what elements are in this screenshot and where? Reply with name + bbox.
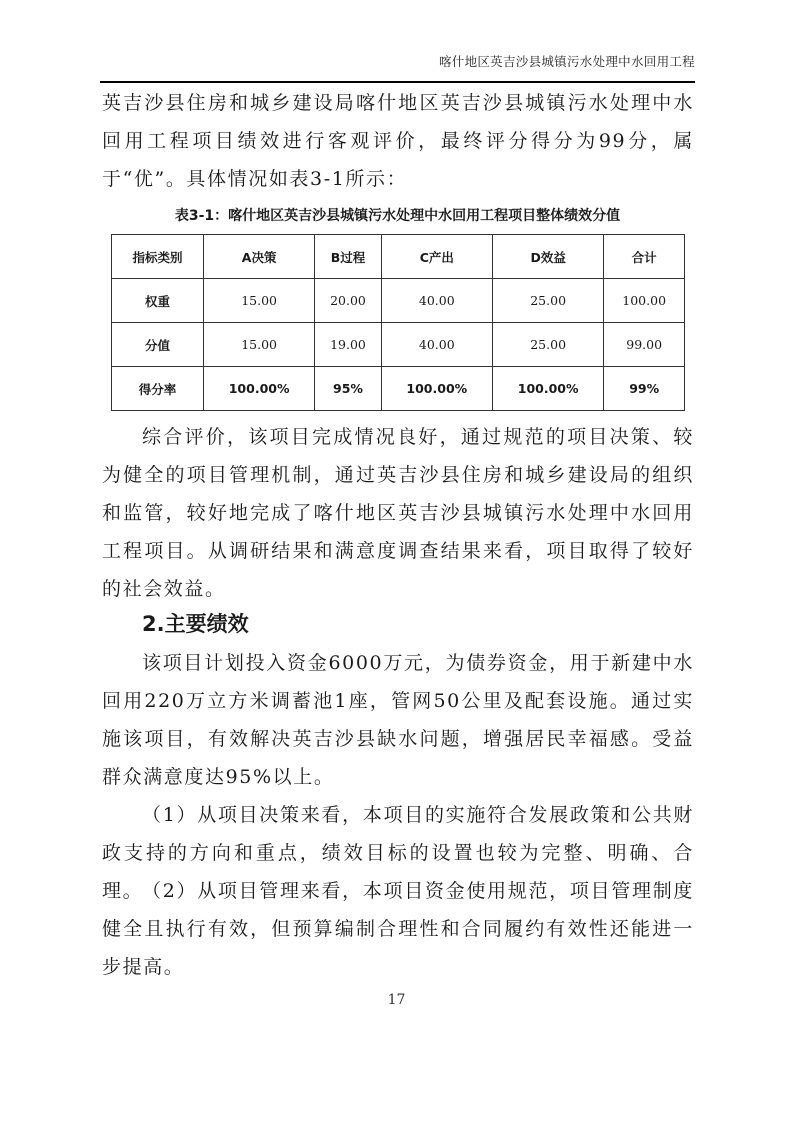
running-header: 喀什地区英吉沙县城镇污水处理中水回用工程 <box>438 54 695 69</box>
page-number: 17 <box>387 992 406 1008</box>
table-cell: 99% <box>604 367 685 411</box>
table-row <box>112 367 685 411</box>
table-cell: 40.00 <box>381 323 492 367</box>
table-cell: 20.00 <box>315 279 381 323</box>
table-cell: 100.00 <box>604 279 685 323</box>
section-heading: 2.主要绩效 <box>142 612 249 636</box>
table-cell: 25.00 <box>492 279 603 323</box>
summary-paragraph: 综合评价，该项目完成情况良好，通过规范的项目决策、较为健全的项目管理机制，通过英吉沙县住房和城乡建设局的组织和监管，较好地完成了喀什地区英吉沙县城镇污水处理中水回用工程项目。从调研结果和满意度调查结果来看，项目取得了较好的社会效益。 <box>102 426 694 600</box>
section-paragraph: 该项目计划投入资金6000万元，为债券资金，用于新建中水回用220万立方米调蓄池1座，管网50公里及配套设施。通过实施该项目，有效解决英吉沙县缺水问题，增强居民幸福感。受益群众满意度达95%以上。 <box>102 652 694 788</box>
row-label: 权重 <box>112 279 204 323</box>
table-header-row <box>112 235 685 279</box>
header-cell: B过程 <box>315 235 381 279</box>
table-cell: 15.00 <box>203 279 314 323</box>
intro-paragraph: 英吉沙县住房和城乡建设局喀什地区英吉沙县城镇污水处理中水回用工程项目绩效进行客观评价，最终评分得分为99分，属于“优”。具体情况如表3-1所示： <box>102 92 694 190</box>
table-cell: 99.00 <box>604 323 685 367</box>
table-cell: 100.00% <box>381 367 492 411</box>
table-cell: 100.00% <box>492 367 603 411</box>
performance-table <box>111 234 685 411</box>
section-paragraph: （1）从项目决策来看，本项目的实施符合发展政策和公共财政支持的方向和重点，绩效目标的设置也较为完整、明确、合理。 <box>102 804 694 902</box>
header-cell: 合计 <box>604 235 685 279</box>
table-cell: 40.00 <box>381 279 492 323</box>
table-row <box>112 279 685 323</box>
table-caption: 表3-1：喀什地区英吉沙县城镇污水处理中水回用工程项目整体绩效分值 <box>174 208 621 224</box>
header-cell: D效益 <box>492 235 603 279</box>
row-label: 得分率 <box>112 367 204 411</box>
table-cell: 100.00% <box>203 367 314 411</box>
header-cell: C产出 <box>381 235 492 279</box>
table-cell: 19.00 <box>315 323 381 367</box>
header-rule <box>100 81 695 83</box>
header-cell: 指标类别 <box>112 235 204 279</box>
table-cell: 15.00 <box>203 323 314 367</box>
section-paragraph: （2）从项目管理来看，本项目资金使用规范，项目管理制度健全且执行有效，但预算编制合理性和合同履约有效性还能进一步提高。 <box>102 880 694 978</box>
header-cell: A决策 <box>203 235 314 279</box>
row-label: 分值 <box>112 323 204 367</box>
table-cell: 95% <box>315 367 381 411</box>
table-cell: 25.00 <box>492 323 603 367</box>
table-row <box>112 323 685 367</box>
